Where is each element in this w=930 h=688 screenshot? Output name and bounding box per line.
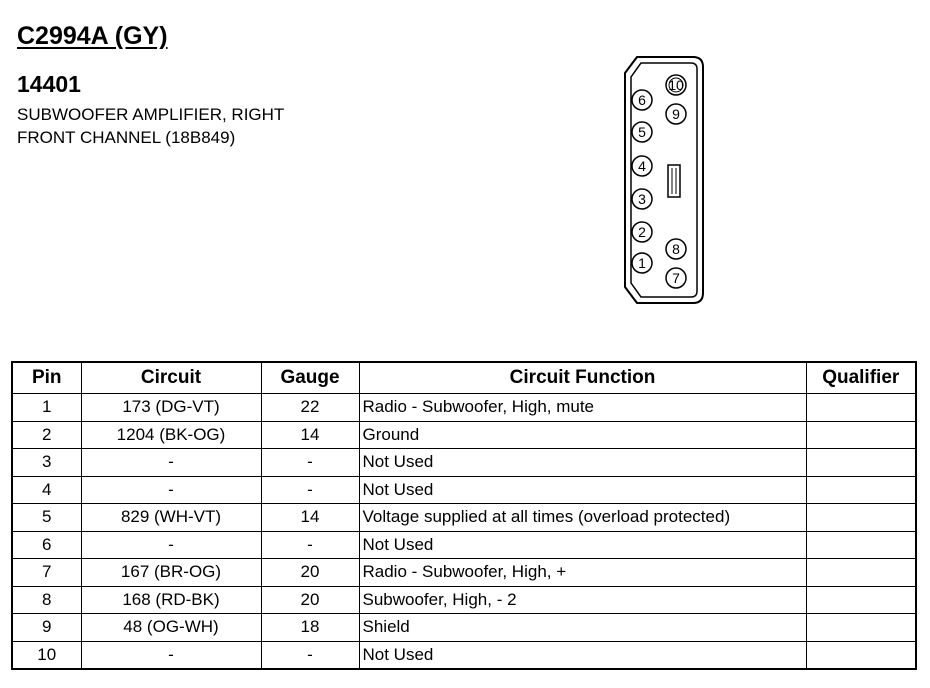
pin-10: [666, 75, 686, 95]
header-gauge: Gauge: [261, 362, 359, 394]
cell-qualifier: [806, 586, 916, 614]
table-row: [12, 394, 916, 422]
cell-function: Ground: [359, 421, 806, 449]
cell-gauge: 20: [261, 586, 359, 614]
table-row: [12, 421, 916, 449]
cell-qualifier: [806, 394, 916, 422]
cell-circuit: 48 (OG-WH): [81, 614, 261, 642]
cell-gauge: -: [261, 641, 359, 669]
cell-function: Radio - Subwoofer, High, +: [359, 559, 806, 587]
cell-pin: 7: [12, 559, 81, 587]
cell-qualifier: [806, 559, 916, 587]
pin-7-label: 7: [672, 270, 680, 286]
table-row: [12, 531, 916, 559]
cell-gauge: 18: [261, 614, 359, 642]
pin-1-label: 1: [638, 255, 646, 271]
pin-9: [666, 104, 686, 124]
pinout-table: [11, 361, 917, 670]
pin-8: [666, 239, 686, 259]
cell-gauge: 14: [261, 504, 359, 532]
cell-function: Subwoofer, High, - 2: [359, 586, 806, 614]
cell-function: Radio - Subwoofer, High, mute: [359, 394, 806, 422]
cell-circuit: -: [81, 476, 261, 504]
part-number: 14401: [17, 71, 81, 97]
cell-pin: 4: [12, 476, 81, 504]
table-row: [12, 504, 916, 532]
pin-6: [632, 90, 652, 110]
description-line-2: FRONT CHANNEL (18B849): [17, 128, 236, 147]
cell-qualifier: [806, 641, 916, 669]
pin-3-label: 3: [638, 191, 646, 207]
table-row: [12, 641, 916, 669]
cell-function: Not Used: [359, 641, 806, 669]
cell-pin: 2: [12, 421, 81, 449]
cell-gauge: -: [261, 531, 359, 559]
cell-function: Not Used: [359, 449, 806, 477]
cell-qualifier: [806, 476, 916, 504]
cell-circuit: -: [81, 641, 261, 669]
cell-function: Not Used: [359, 531, 806, 559]
cell-pin: 1: [12, 394, 81, 422]
cell-circuit: -: [81, 531, 261, 559]
table-row: [12, 586, 916, 614]
connector-description: [17, 103, 284, 149]
pin-4-label: 4: [638, 158, 646, 174]
cell-pin: 6: [12, 531, 81, 559]
cell-function: Voltage supplied at all times (overload protected): [359, 504, 806, 532]
connector-latch: [668, 165, 680, 197]
pin-2: [632, 222, 652, 242]
pin-5: [632, 122, 652, 142]
pin-6-label: 6: [638, 92, 646, 108]
cell-qualifier: [806, 531, 916, 559]
pin-9-label: 9: [672, 106, 680, 122]
cell-circuit: 167 (BR-OG): [81, 559, 261, 587]
pin-3: [632, 189, 652, 209]
cell-pin: 9: [12, 614, 81, 642]
header-qualifier: Qualifier: [806, 362, 916, 394]
header-pin: Pin: [12, 362, 81, 394]
connector-title: C2994A (GY): [17, 22, 168, 50]
cell-pin: 10: [12, 641, 81, 669]
cell-gauge: -: [261, 449, 359, 477]
pin-2-label: 2: [638, 224, 646, 240]
cell-gauge: 22: [261, 394, 359, 422]
pin-7: [666, 268, 686, 288]
cell-gauge: 20: [261, 559, 359, 587]
table-row: [12, 559, 916, 587]
pin-4: [632, 156, 652, 176]
cell-pin: 5: [12, 504, 81, 532]
connector-face-svg: [615, 55, 707, 310]
cell-function: Not Used: [359, 476, 806, 504]
cell-qualifier: [806, 449, 916, 477]
pin-5-label: 5: [638, 124, 646, 140]
connector-face-diagram: [615, 55, 707, 310]
pin-8-label: 8: [672, 241, 680, 257]
cell-pin: 8: [12, 586, 81, 614]
cell-circuit: -: [81, 449, 261, 477]
cell-qualifier: [806, 614, 916, 642]
cell-qualifier: [806, 421, 916, 449]
pin-10-label: 10: [668, 77, 684, 93]
table-body: [12, 394, 916, 670]
cell-pin: 3: [12, 449, 81, 477]
cell-circuit: 829 (WH-VT): [81, 504, 261, 532]
connector-housing: [625, 57, 703, 303]
cell-circuit: 1204 (BK-OG): [81, 421, 261, 449]
header-circuit-function: Circuit Function: [359, 362, 806, 394]
cell-function: Shield: [359, 614, 806, 642]
cell-gauge: 14: [261, 421, 359, 449]
cell-circuit: 173 (DG-VT): [81, 394, 261, 422]
pin-1: [632, 253, 652, 273]
cell-circuit: 168 (RD-BK): [81, 586, 261, 614]
table-header-row: [12, 362, 916, 394]
table-row: [12, 614, 916, 642]
cell-qualifier: [806, 504, 916, 532]
table-row: [12, 449, 916, 477]
table-row: [12, 476, 916, 504]
header-circuit: Circuit: [81, 362, 261, 394]
description-line-1: SUBWOOFER AMPLIFIER, RIGHT: [17, 105, 285, 124]
cell-gauge: -: [261, 476, 359, 504]
